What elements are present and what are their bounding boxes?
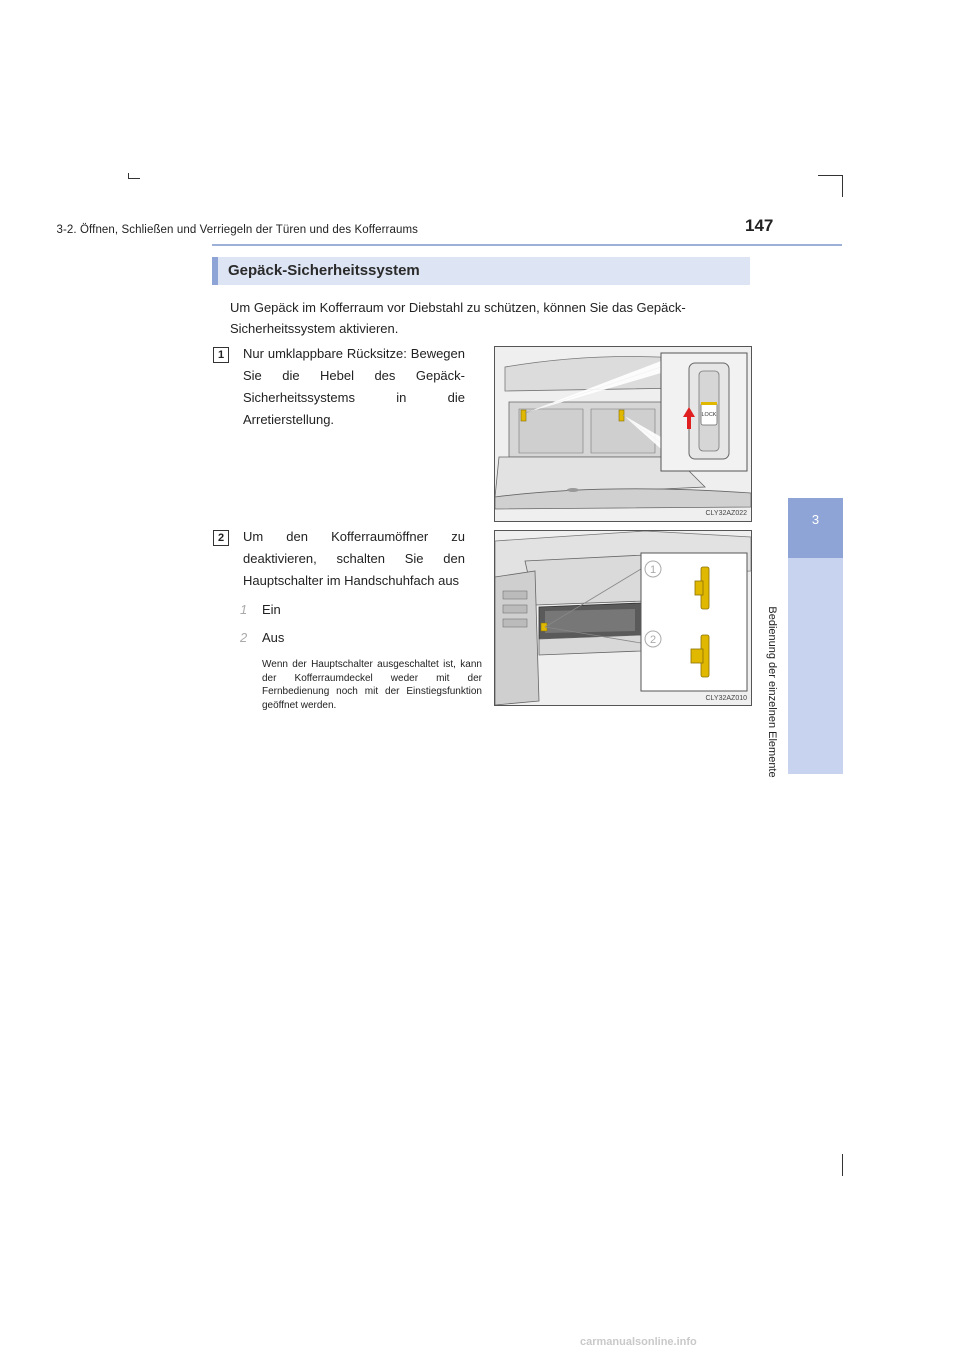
- step-number-badge: 2: [213, 530, 229, 546]
- section-heading-box: [212, 257, 750, 285]
- step-note: Wenn der Hauptschalter ausgeschaltet ist, kann der Kofferraumdeckel weder mit der Fernbedienung noch mit der Einstiegsfunktion geöffnet werden.: [262, 659, 482, 711]
- figure-glovebox-main-switch: [494, 530, 752, 706]
- step-text: Nur umklappbare Rücksitze: Bewegen Sie die Hebel des Gepäck-Sicherheitssystems in die Arretierstellung.: [243, 346, 465, 427]
- chapter-label: Bedienung der einzelnen Elemente: [766, 606, 778, 778]
- step-number-badge: 1: [213, 347, 229, 363]
- option-number: 2: [240, 630, 248, 645]
- chapter-band: [788, 558, 843, 774]
- crop-mark-top-left-h: [128, 178, 140, 179]
- chapter-number: 3: [811, 512, 820, 527]
- figure-code: CLY32AZ022: [705, 510, 747, 517]
- running-header-title: 3-2. Öffnen, Schließen und Verriegeln der Türen und des Kofferraums: [56, 224, 418, 236]
- figure-code: CLY32AZ010: [705, 695, 747, 702]
- crop-mark-top-right-v: [842, 175, 843, 197]
- watermark: carmanualsonline.info: [580, 1336, 697, 1348]
- header-rule: [212, 244, 842, 246]
- option-label: Ein: [262, 602, 281, 617]
- figure-callout: 2: [649, 634, 657, 646]
- step-text: Um den Kofferraumöffner zu deaktivieren, schalten Sie den Hauptschalter im Handschuhfach aus: [243, 529, 465, 588]
- section-intro: Um Gepäck im Kofferraum vor Diebstahl zu schützen, können Sie das Gepäck-Sicherheitssystem aktivieren.: [230, 300, 686, 336]
- crop-mark-top-right-h: [818, 175, 842, 176]
- option-number: 1: [240, 602, 248, 617]
- page-number: 147: [745, 216, 774, 235]
- chapter-tab: [788, 498, 843, 558]
- section-heading: Gepäck-Sicherheitssystem: [228, 262, 420, 279]
- figure-lock-label: LOCK: [701, 412, 717, 418]
- figure-trunk-lock-levers: [494, 346, 752, 522]
- option-label: Aus: [262, 630, 285, 645]
- crop-mark-bottom-right: [842, 1154, 843, 1176]
- figure-callout: 1: [649, 564, 657, 576]
